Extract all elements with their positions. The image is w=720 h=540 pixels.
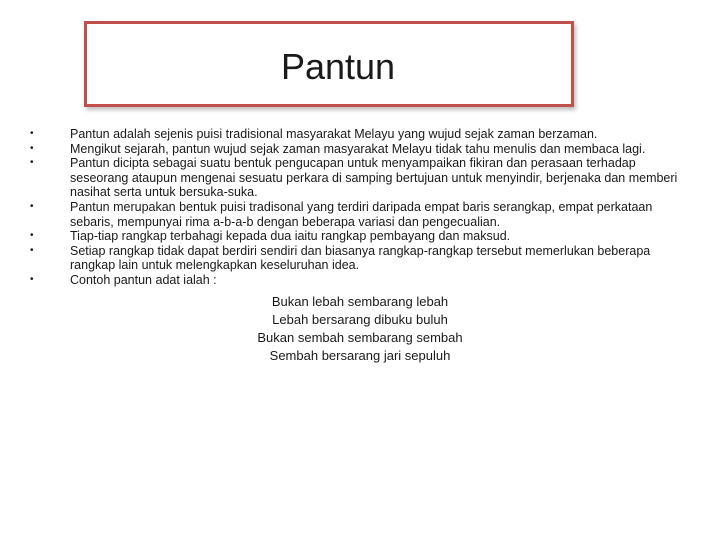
bullet-icon: •: [30, 230, 34, 242]
bullet-icon: •: [30, 244, 34, 256]
bullet-item: [30, 156, 690, 200]
bullet-list: [30, 127, 690, 288]
poem-line: Bukan lebah sembarang lebah: [271, 293, 449, 309]
bullet-text: Contoh pantun adat ialah :: [70, 272, 217, 287]
bullet-text: Tiap-tiap rangkap terbahagi kepada dua iaitu rangkap pembayang dan maksud.: [70, 229, 511, 244]
poem-line: Bukan sembah sembarang sembah: [257, 329, 463, 345]
bullet-text: Pantun adalah sejenis puisi tradisional masyarakat Melayu yang wujud sejak zaman berzaman.: [70, 127, 598, 141]
bullet-icon: •: [30, 157, 34, 169]
bullet-text: Pantun merupakan bentuk puisi tradisonal yang terdiri daripada empat baris serangkap, empat perkataan sebaris, mempunyai rima a-b-a-b dengan beberapa variasi dan pengecualian.: [70, 199, 653, 229]
bullet-icon: •: [30, 273, 34, 285]
bullet-icon: •: [30, 142, 34, 154]
bullet-text: Pantun dicipta sebagai suatu bentuk pengucapan untuk menyampaikan fikiran dan perasaan terhadap seseorang ataupun mengenai sesuatu perkara di samping bertujuan untuk menyindir, berjenaka dan memberi nasihat serta untuk bersuka-suka.: [70, 156, 678, 200]
bullet-item: [30, 200, 690, 229]
bullet-item: [30, 273, 690, 288]
poem-line: Sembah bersarang jari sepuluh: [269, 348, 451, 364]
bullet-icon: •: [30, 128, 34, 139]
bullet-text: Mengikut sejarah, pantun wujud sejak zaman masyarakat Melayu tidak tahu menulis dan membaca lagi.: [70, 141, 646, 156]
slide-title: Pantun: [280, 46, 396, 87]
poem-line: Lebah bersarang dibuku buluh: [272, 311, 448, 327]
bullet-item: [30, 244, 690, 273]
slide-content: [30, 127, 690, 365]
title-box: [84, 21, 574, 107]
bullet-text: Setiap rangkap tidak dapat berdiri sendiri dan biasanya rangkap-rangkap tersebut memerlukan beberapa rangkap lain untuk melengkapkan keseluruhan idea.: [70, 243, 651, 273]
bullet-icon: •: [30, 200, 34, 212]
bullet-item: [30, 142, 690, 157]
pantun-poem: [30, 293, 650, 366]
bullet-item: [30, 127, 690, 142]
bullet-item: [30, 229, 690, 244]
